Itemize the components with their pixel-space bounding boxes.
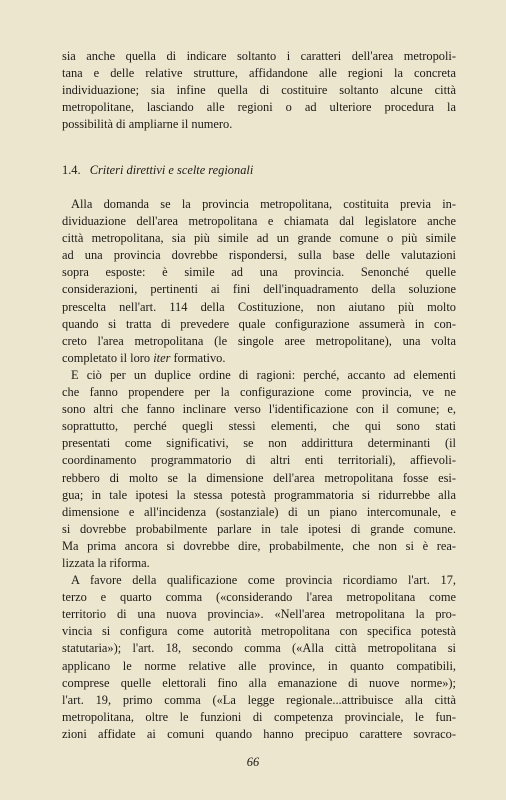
text-line: Alla domanda se la provincia metropolitana, costituita previa in- — [71, 197, 456, 211]
text-line: coordinamento programmatorio di altri enti territoriali), affievoli- — [62, 453, 456, 468]
text-line: sopra esposte: è simile ad una provincia. Senonché quelle — [62, 265, 456, 280]
text-line: si dovrebbe probabilmente parlare in tale ipotesi di grande comune. — [62, 521, 456, 536]
text-line: dimensione e all'incidenza (sostanziale) di un piano intercomunale, e — [62, 504, 456, 519]
text-line: A favore della qualificazione come provincia ricordiamo l'art. 17, — [71, 573, 456, 588]
text-line: prescelta nell'art. 114 della Costituzione, non aiutano più molto — [62, 299, 456, 314]
text-line: territorio di una nuova provincia». «Nell'area metropolitana la pro- — [62, 607, 456, 622]
text-line: comprese quelle elettorali fino alla emanazione di nuove norme»); — [62, 675, 456, 690]
text-line: rebbero di molto se la dimensione dell'area metropolitana fosse esi- — [62, 470, 456, 485]
text-line: Ma prima ancora si dovrebbe dire, probabilmente, che non si è rea- — [62, 538, 456, 553]
section-heading — [62, 162, 253, 179]
text-line: possibilità di ampliarne il numero. — [62, 117, 233, 132]
text-line: quando si tratta di prevedere quale configurazione assumerà in con- — [62, 316, 456, 331]
text-line: vincia si configura come autorità metropolitana con specifica potestà — [62, 624, 456, 639]
text-line: terzo e quarto comma («considerando l'area metropolitana come — [62, 590, 456, 605]
text-line: applicano le norme relative alle province, in quanto compatibili, — [62, 658, 456, 673]
text-line: considerazioni, pertinenti ai fini dell'inquadramento della soluzione — [62, 282, 456, 297]
text-line: sono altri che fanno inclinare verso l'identificazione con il comune; e, — [62, 402, 456, 417]
text-line: tana e delle relative strutture, affidandone alle regioni la concreta — [62, 66, 456, 81]
text-line: metropolitana, oltre le funzioni di competenza provinciale, le fun- — [62, 709, 456, 724]
section-title: Criteri direttivi e scelte regionali — [89, 163, 254, 177]
text-fragment: completato il loro — [62, 350, 154, 365]
text-line: città metropolitana, sia più simile ad un grande comune o più simile — [62, 231, 456, 246]
text-line: dividuazione dell'area metropolitana e chiamata dal legislatore anche — [62, 214, 456, 229]
text-line: individuazione; sia infine quella di costituire soltanto alcune città — [62, 83, 456, 98]
text-line: l'art. 19, primo comma («La legge regionale...attribuisce alla città — [62, 692, 456, 707]
italic-term: iter — [153, 350, 171, 365]
text-fragment: formativo. — [170, 350, 226, 365]
body-text — [62, 196, 456, 743]
text-line: metropolitane, lasciando alle regioni o ad ulteriore procedura la — [62, 100, 456, 115]
text-line: gua; in tale ipotesi la stessa potestà programmatoria si ridurrebbe alla — [62, 487, 456, 502]
body-text — [62, 48, 456, 133]
text-line — [62, 350, 456, 367]
text-line: che fanno propendere per la configurazione come provincia, ve ne — [62, 385, 456, 400]
text-line: statutaria»); l'art. 18, secondo comma («Alla città metropolitana si — [62, 641, 456, 656]
text-line: lizzata la riforma. — [62, 555, 150, 570]
section-number: 1.4. — [62, 163, 81, 177]
text-line: E ciò per un duplice ordine di ragioni: perché, accanto ad elementi — [71, 367, 456, 382]
text-line: sia anche quella di indicare soltanto i caratteri dell'area metropoli- — [62, 49, 456, 63]
text-line: presentati come significativi, se non addirittura determinanti (il — [62, 436, 456, 451]
text-line: zioni affidate ai comuni quando hanno precipuo carattere sovraco- — [62, 726, 456, 741]
text-line: soprattutto, perché quegli stessi elementi, che qui sono stati — [62, 419, 456, 434]
page-number: 66 — [246, 755, 260, 769]
text-line: ad una provincia dovrebbe rispondersi, sulla base delle valutazioni — [62, 248, 456, 263]
text-line: creto l'area metropolitana (le singole aree metropolitane), una volta — [62, 333, 456, 348]
